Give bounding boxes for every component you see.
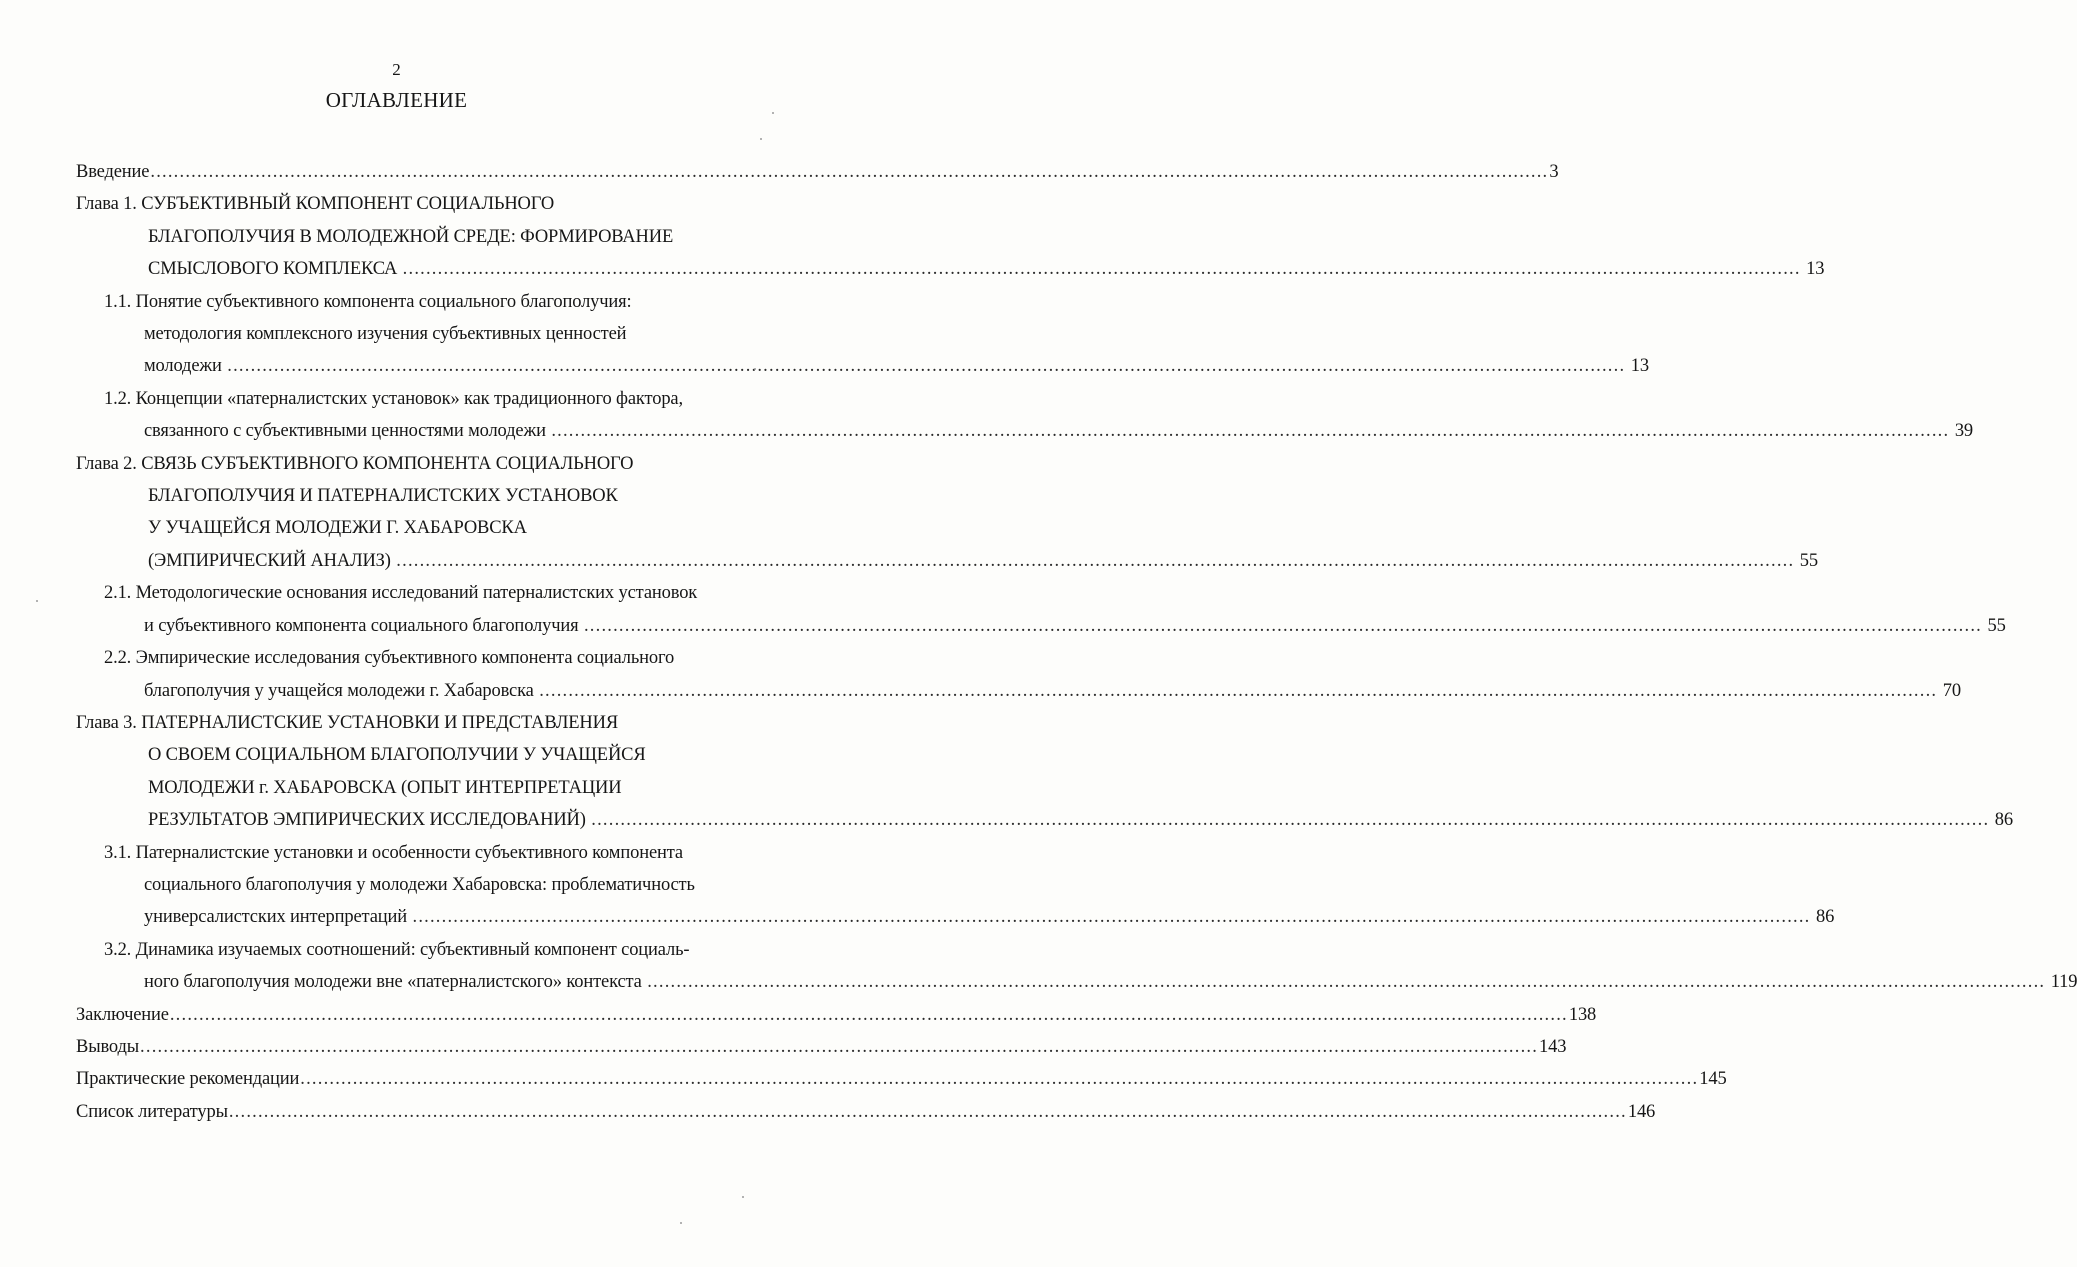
toc-entry-section-3-2[interactable] — [76, 934, 2077, 999]
toc-entry-introduction[interactable] — [76, 156, 1559, 188]
toc-entry-line: БЛАГОПОЛУЧИЯ И ПАТЕРНАЛИСТСКИХ УСТАНОВОК — [148, 486, 618, 507]
toc-page-number: 145 — [1699, 1069, 1727, 1090]
toc-entry-line: 3.2. Динамика изучаемых соотношений: субъективный компонент социаль- — [104, 939, 690, 960]
toc-entry-line: Глава 1. СУБЪЕКТИВНЫЙ КОМПОНЕНТ СОЦИАЛЬНОГО — [76, 194, 555, 215]
toc-entry-label: СМЫСЛОВОГО КОМПЛЕКСА — [148, 259, 398, 280]
toc-entry-line: Глава 3. ПАТЕРНАЛИСТСКИЕ УСТАНОВКИ И ПРЕДСТАВЛЕНИЯ — [76, 712, 619, 733]
scan-speck — [754, 368, 756, 370]
toc-entry-label: Практические рекомендации — [76, 1069, 300, 1090]
dot-leader — [150, 156, 1548, 188]
dot-leader — [227, 356, 1625, 376]
toc-entry-line: социального благополучия у молодежи Хабаровска: проблематичность — [144, 874, 695, 895]
dot-leader — [591, 810, 1989, 830]
toc-entry-chapter-2[interactable] — [76, 448, 1818, 578]
toc-page-number: 55 — [1987, 615, 2006, 636]
toc-entry-label: (ЭМПИРИЧЕСКИЙ АНАЛИЗ) — [148, 550, 391, 571]
toc-entry-label: и субъективного компонента социального благополучия — [144, 615, 579, 636]
dot-leader — [403, 259, 1801, 279]
toc-page-number: 119 — [2050, 972, 2077, 993]
toc-entry-recommendations[interactable] — [76, 1063, 1727, 1095]
toc-entry-section-1-1[interactable] — [76, 286, 1649, 383]
toc-entry-label: Выводы — [76, 1036, 140, 1057]
toc-entry-label: универсалистских интерпретаций — [144, 907, 408, 928]
toc-page-number: 13 — [1806, 259, 1825, 280]
toc-entry-line: 3.1. Патерналистские установки и особенности субъективного компонента — [104, 842, 683, 863]
toc-entry-line: 1.2. Концепции «патерналистских установок» как традиционного фактора, — [104, 388, 683, 409]
toc-entry-line: Глава 2. СВЯЗЬ СУБЪЕКТИВНОГО КОМПОНЕНТА СОЦИАЛЬНОГО — [76, 453, 634, 474]
toc-entry-label: Заключение — [76, 1004, 169, 1025]
toc-entry-label: Введение — [76, 162, 150, 182]
page-number: 2 — [392, 60, 401, 79]
toc-entry-section-2-2[interactable] — [76, 642, 1961, 707]
dot-leader — [584, 616, 1982, 636]
toc-entry-line: МОЛОДЕЖИ г. ХАБАРОВСКА (ОПЫТ ИНТЕРПРЕТАЦИИ — [148, 777, 622, 798]
toc-entry-chapter-3[interactable] — [76, 707, 2013, 837]
dot-leader — [170, 999, 1568, 1031]
dot-leader — [229, 1096, 1627, 1128]
toc-entry-section-2-1[interactable] — [76, 577, 2006, 642]
toc-entry-line: 1.1. Понятие субъективного компонента социального благополучия: — [104, 291, 632, 312]
toc-entry-line: 2.2. Эмпирические исследования субъективного компонента социального — [104, 648, 675, 669]
table-of-contents — [76, 156, 2077, 1128]
toc-page-number: 39 — [1954, 421, 1974, 442]
toc-entry-line: методология комплексного изучения субъективных ценностей — [144, 324, 627, 345]
toc-entry-section-3-1[interactable] — [76, 837, 1835, 934]
dot-leader — [396, 551, 1794, 571]
toc-page-number: 55 — [1799, 550, 1818, 571]
toc-entry-line: 2.1. Методологические основания исследований патерналистских установок — [104, 583, 698, 604]
toc-page-number: 86 — [1994, 810, 2013, 831]
toc-page-number: 70 — [1942, 680, 1961, 701]
toc-page-number: 86 — [1815, 907, 1835, 928]
toc-title: ОГЛАВЛЕНИЕ — [325, 88, 468, 112]
toc-page-number: 138 — [1568, 1004, 1597, 1025]
toc-entry-label: молодежи — [144, 356, 222, 377]
dot-leader — [140, 1031, 1538, 1063]
toc-entry-line: БЛАГОПОЛУЧИЯ В МОЛОДЕЖНОЙ СРЕДЕ: ФОРМИРОВАНИЕ — [148, 226, 674, 247]
scan-speck — [36, 600, 38, 602]
toc-page-number: 3 — [1549, 162, 1559, 182]
toc-entry-chapter-1[interactable] — [76, 188, 1825, 285]
scan-speck — [680, 1222, 682, 1224]
dot-leader — [539, 681, 1937, 701]
toc-entry-bibliography[interactable] — [76, 1096, 1656, 1128]
scan-speck — [772, 112, 774, 114]
toc-entry-conclusion[interactable] — [76, 999, 1597, 1031]
scan-speck — [742, 1196, 744, 1198]
toc-entry-section-1-2[interactable] — [76, 383, 1974, 448]
toc-entry-label: РЕЗУЛЬТАТОВ ЭМПИРИЧЕСКИХ ИССЛЕДОВАНИЙ) — [148, 810, 586, 831]
scan-speck — [760, 138, 762, 140]
dot-leader — [647, 972, 2045, 992]
dot-leader — [551, 421, 1949, 441]
dot-leader — [413, 907, 1811, 927]
toc-page-number: 13 — [1630, 356, 1649, 377]
toc-page-number: 146 — [1627, 1101, 1656, 1122]
toc-entry-line: О СВОЕМ СОЦИАЛЬНОМ БЛАГОПОЛУЧИИ У УЧАЩЕЙСЯ — [148, 745, 646, 766]
toc-entry-label: ного благополучия молодежи вне «патерналистского» контекста — [144, 972, 642, 993]
toc-entry-label: благополучия у учащейся молодежи г. Хабаровска — [144, 680, 534, 701]
toc-entry-label: Список литературы — [76, 1101, 228, 1122]
toc-entry-line: У УЧАЩЕЙСЯ МОЛОДЕЖИ Г. ХАБАРОВСКА — [148, 518, 527, 539]
toc-entry-findings[interactable] — [76, 1031, 1567, 1063]
toc-page-number: 143 — [1539, 1036, 1567, 1057]
dot-leader — [300, 1063, 1698, 1095]
toc-entry-label: связанного с субъективными ценностями молодежи — [144, 421, 546, 442]
